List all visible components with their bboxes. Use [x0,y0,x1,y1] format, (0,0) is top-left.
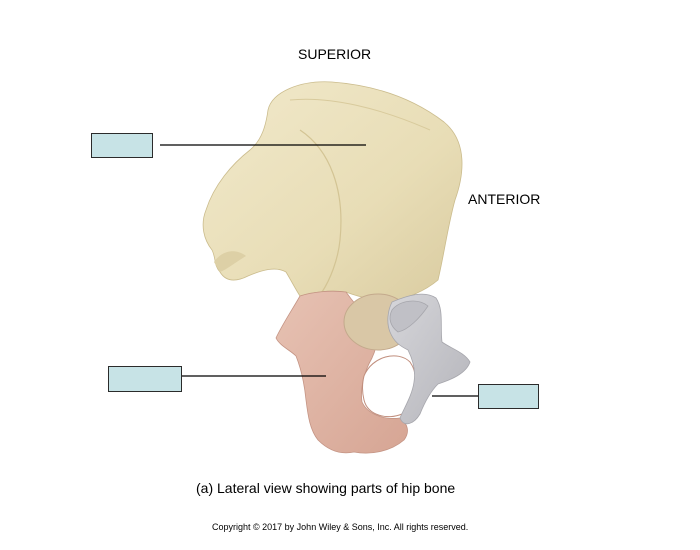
ilium-region [203,82,462,302]
ilium-answer-box[interactable] [91,133,153,158]
anterior-label: ANTERIOR [468,191,541,207]
ischium-answer-box[interactable] [108,366,182,392]
figure-caption: (a) Lateral view showing parts of hip bone [196,480,456,496]
superior-label: SUPERIOR [298,46,372,62]
copyright-notice: Copyright © 2017 by John Wiley & Sons, Inc. All rights reserved. [212,522,469,532]
pubis-answer-box[interactable] [478,384,539,409]
